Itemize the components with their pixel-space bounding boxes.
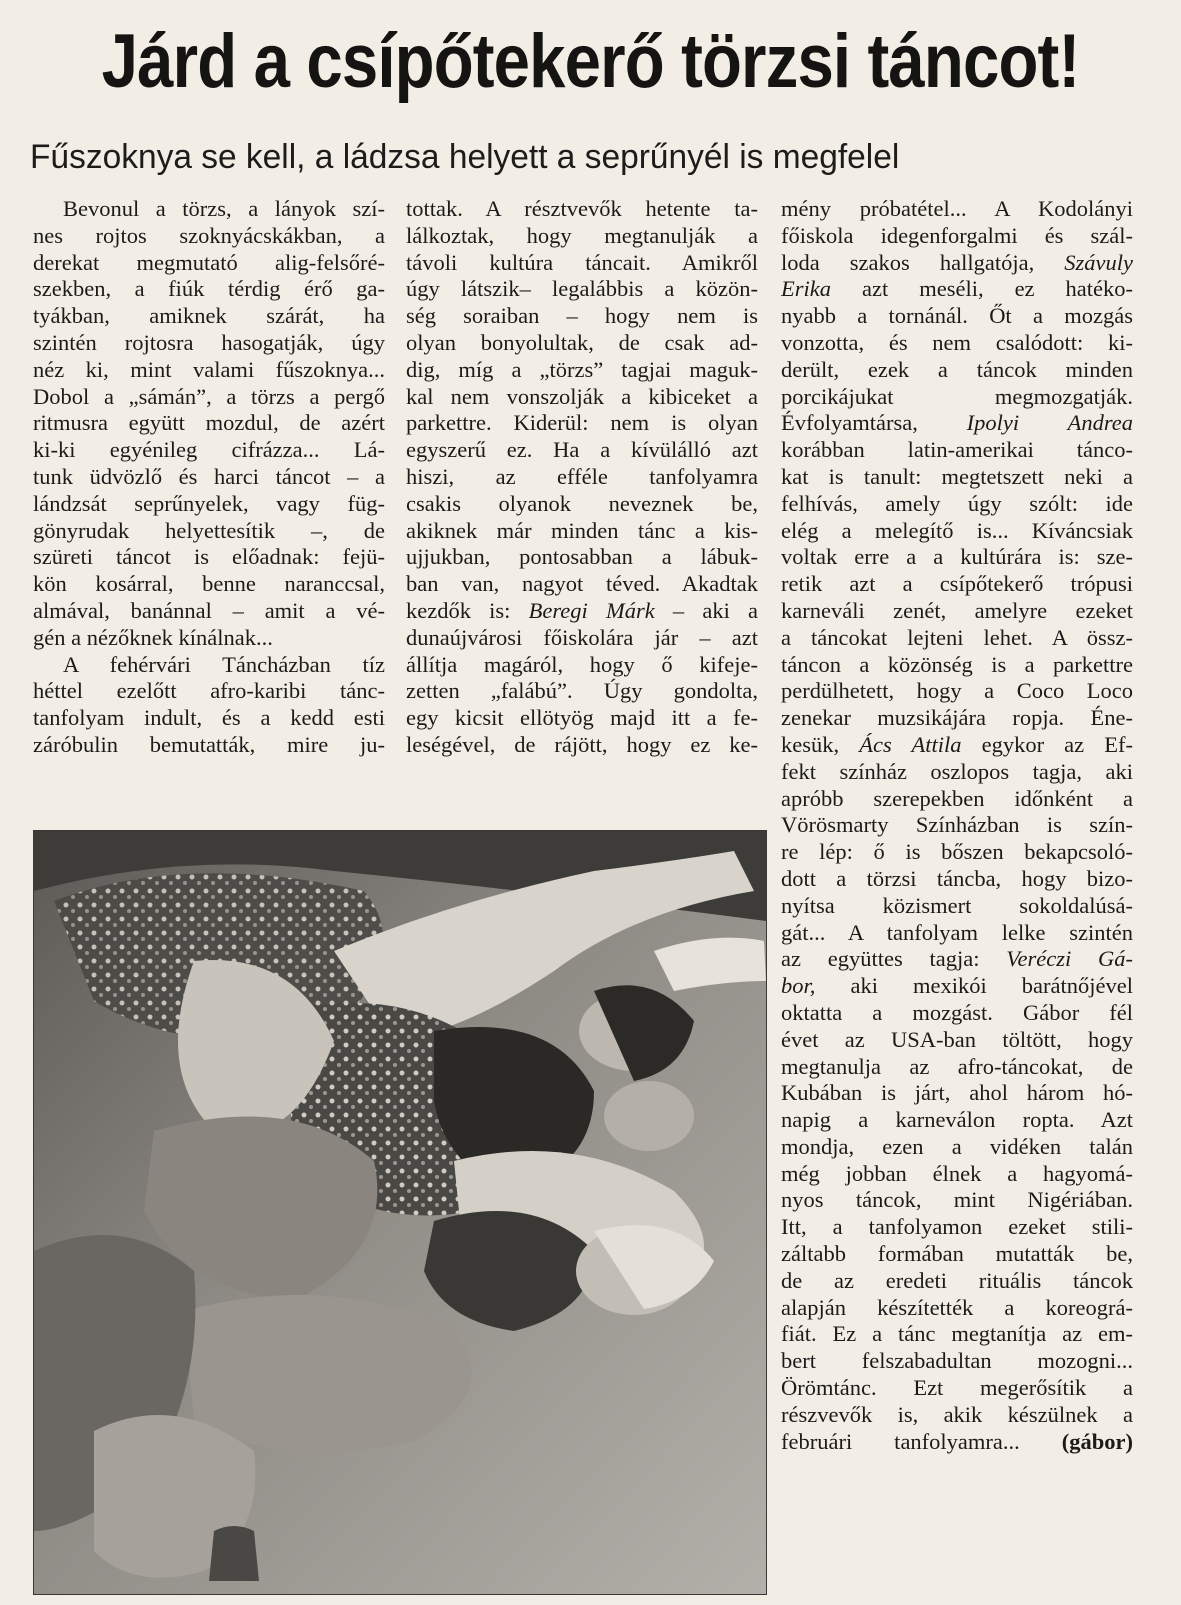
text-line: lálkoztak, hogy megtanulják a (406, 222, 758, 248)
text-line: A fehérvári Táncházban tíz (63, 651, 385, 677)
text-line (781, 732, 1133, 759)
text-fragment: kesük, (781, 731, 840, 757)
text-line: gén a nézőknek kínálnak... (33, 624, 273, 650)
text-fragment: – aki a (672, 597, 758, 623)
text-fragment: egykor az Ef- (981, 731, 1133, 757)
text-line: dott a törzsi táncba, hogy bizo- (781, 865, 1133, 891)
text-line (781, 250, 1133, 277)
article-column-2 (406, 196, 758, 759)
text-line: állítja magáról, hogy ő kifeje- (406, 651, 758, 677)
text-line: nes rojtos szoknyácskákban, a (33, 222, 385, 248)
text-line: retik azt a csípőtekerő trópusi (781, 571, 1133, 597)
text-line: tyákban, amiknek szárát, ha (33, 303, 385, 329)
person-name: Veréczi Gá- (1006, 946, 1133, 972)
person-name: Ács Attila (859, 731, 962, 757)
text-line: távoli kultúra táncait. Amikről (406, 249, 758, 275)
text-line: Dobol a „sámán”, a törzs a pergő (33, 383, 385, 409)
text-line: leségével, de rájött, hogy ez ke- (406, 731, 758, 757)
text-line: bert felszabadultan mozogni... (781, 1348, 1133, 1374)
article-column-1 (33, 196, 385, 759)
text-line: karneváli zenét, amelyre ezeket (781, 597, 1133, 623)
text-line: derült, ezek a táncok minden (781, 356, 1133, 382)
person-name: bor, (781, 973, 816, 999)
author-signature: (gábor) (1061, 1428, 1133, 1454)
text-line: gát... A tanfolyam lelke szintén (781, 919, 1133, 945)
text-line: napig a karneválon ropta. Azt (781, 1107, 1133, 1133)
text-line: nyos táncok, mint Nigériában. (781, 1187, 1133, 1213)
text-line (781, 276, 1133, 303)
text-line: parkettre. Kiderül: nem is olyan (406, 410, 758, 436)
text-line: Vörösmarty Színházban is szín- (781, 812, 1133, 838)
text-line: Bevonul a törzs, a lányok szí- (63, 196, 385, 221)
text-line: fiát. Ez a tánc megtanítja az em- (781, 1321, 1133, 1347)
person-name: Erika (781, 276, 831, 302)
text-fragment: az együttes tagja: (781, 946, 980, 972)
text-line: egyszerű ez. Ha a kívülálló azt (406, 437, 758, 463)
text-line: még jobban élnek a hagyomá- (781, 1160, 1133, 1186)
text-fragment: kezdők is: (406, 597, 511, 623)
text-fragment: februári tanfolyamra... (781, 1428, 1020, 1454)
text-line: ban van, nagyot téved. Akadtak (406, 571, 758, 597)
text-line: mondja, ezen a vidéken talán (781, 1133, 1133, 1159)
text-line: perdülhetett, hogy a Coco Loco (781, 678, 1133, 704)
text-line: főiskola idegenforgalmi és szál- (781, 222, 1133, 248)
text-line: ujjukban, pontosabban a lábuk- (406, 544, 758, 570)
text-line (781, 1429, 1133, 1456)
person-name: Beregi Márk (528, 597, 655, 623)
text-line: záltabb formában mutatták be, (781, 1241, 1133, 1267)
text-line: Kubában is járt, ahol három hó- (781, 1080, 1133, 1106)
text-line: héttel ezelőtt afro-karibi tánc- (33, 678, 385, 704)
text-line (406, 598, 758, 625)
text-line: olyan bonyolultak, de csak ad- (406, 329, 758, 355)
text-line: almával, banánnal – amit a vé- (33, 597, 385, 623)
text-line: tunk üdvözlő és harci táncot – a (33, 463, 385, 489)
text-line: záróbulin bemutatták, mire ju- (33, 731, 385, 757)
subheadline: Fűszoknya se kell, a ládzsa helyett a seprűnyél is megfelel (30, 138, 900, 176)
text-line: dunaújvárosi főiskolára jár – azt (406, 624, 758, 650)
text-line: kal nem vonszolják a kibiceket a (406, 383, 758, 409)
text-line: ritmusra együtt mozdul, de azért (33, 410, 385, 436)
text-line: akiknek már minden tánc a kis- (406, 517, 758, 543)
text-line: alapján készítették a koreográ- (781, 1294, 1133, 1320)
text-line: gönyrudak helyettesítik –, de (33, 517, 385, 543)
text-line: zenekar muzsikájára ropja. Éne- (781, 705, 1133, 731)
headline: Járd a csípőtekerő törzsi táncot! (101, 19, 1080, 104)
text-line: úgy látszik– legalábbis a közön- (406, 276, 758, 302)
text-line: tottak. A résztvevők hetente ta- (406, 196, 758, 221)
text-fragment: loda szakos hallgatója, (781, 249, 1035, 275)
person-name: Szávuly (1064, 249, 1133, 275)
text-line: dig, míg a „törzs” tagjai maguk- (406, 356, 758, 382)
text-line: ség soraiban – hogy nem is (406, 303, 758, 329)
text-line: mény próbatétel... A Kodolányi (781, 196, 1133, 221)
text-line: kön kosárral, benne naranccsal, (33, 571, 385, 597)
text-line: nyítsa közismert sokoldalúsá- (781, 892, 1133, 918)
text-fragment: azt meséli, ez hatéko- (862, 276, 1133, 302)
text-line: Itt, a tanfolyamon ezeket stili- (781, 1214, 1133, 1240)
text-line: vonzotta, és nem csalódott: ki- (781, 329, 1133, 355)
text-line: a táncokat lejteni lehet. A össz- (781, 624, 1133, 650)
text-line: porcikájukat megmozgatják. (781, 383, 1133, 409)
text-line: táncon a közönség is a parkettre (781, 651, 1133, 677)
text-line: megtanulja az afro-táncokat, de (781, 1053, 1133, 1079)
text-line: lándzsát seprűnyelek, vagy füg- (33, 490, 385, 516)
text-line: csakis olyanok neveznek be, (406, 490, 758, 516)
text-line: felhívás, amely úgy szólt: ide (781, 490, 1133, 516)
text-line: nyabb a tornánál. Őt a mozgás (781, 303, 1133, 329)
text-line: derekat megmutató alig-felsőré- (33, 249, 385, 275)
text-line: voltak erre a a kultúrára is: sze- (781, 544, 1133, 570)
text-line: fekt színház oszlopos tagja, aki (781, 758, 1133, 784)
text-line: néz ki, mint valami fűszoknya... (33, 356, 385, 382)
text-line: szekben, a fiúk térdig érő ga- (33, 276, 385, 302)
text-line: ki-ki egyénileg cifrázza... Lá- (33, 437, 385, 463)
text-line: kat is tanult: megtetszett neki a (781, 463, 1133, 489)
text-line: zetten „falábú”. Úgy gondolta, (406, 678, 758, 704)
text-line: hiszi, az efféle tanfolyamra (406, 463, 758, 489)
text-fragment: aki mexikói barátnőjével (850, 973, 1133, 999)
text-line: re lép: ő is bőszen bekapcsoló- (781, 839, 1133, 865)
text-line: oktatta a mozgást. Gábor fél (781, 999, 1133, 1025)
text-line (781, 973, 1133, 1000)
text-line: szüreti táncot is előadnak: fejü- (33, 544, 385, 570)
photo-illustration (34, 831, 766, 1594)
text-line (781, 410, 1133, 437)
text-line (781, 946, 1133, 973)
person-name: Ipolyi Andrea (966, 410, 1133, 436)
text-line: évet az USA-ban töltött, hogy (781, 1026, 1133, 1052)
text-line: szintén rojtosra hasogatják, úgy (33, 329, 385, 355)
dancers-photo (33, 830, 767, 1595)
article-column-3 (781, 196, 1133, 1455)
text-line: tanfolyam indult, és a kedd esti (33, 705, 385, 731)
text-line: részvevők is, akik készülnek a (781, 1401, 1133, 1427)
text-line: korábban latin-amerikai tánco- (781, 437, 1133, 463)
text-line: egy kicsit ellötyög majd itt a fe- (406, 705, 758, 731)
text-fragment: Évfolyamtársa, (781, 410, 918, 436)
text-line: Örömtánc. Ezt megerősítik a (781, 1375, 1133, 1401)
text-line: apróbb szerepekben időnként a (781, 785, 1133, 811)
text-line: elég a melegítő is... Kíváncsiak (781, 517, 1133, 543)
text-line: de az eredeti rituális táncok (781, 1267, 1133, 1293)
